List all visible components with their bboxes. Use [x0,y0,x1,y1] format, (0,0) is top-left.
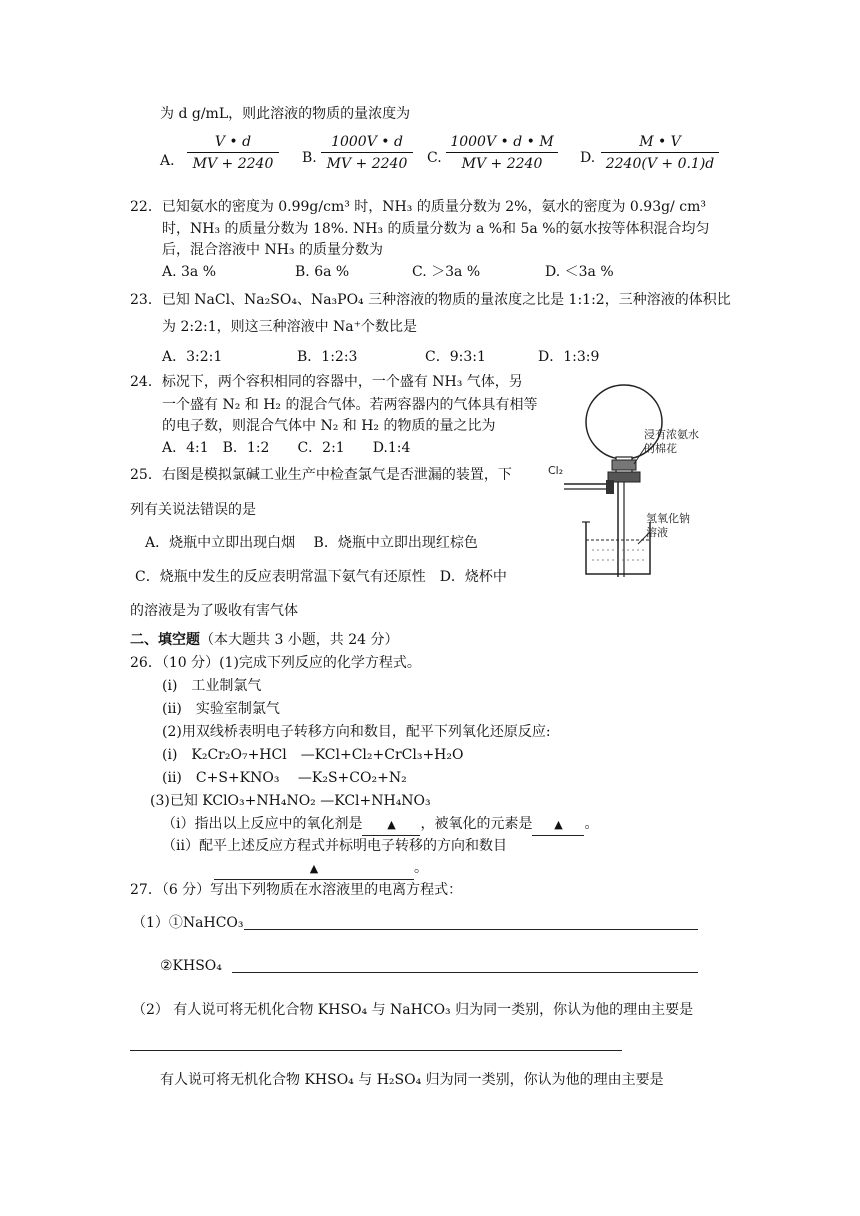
q21-option-c-fraction [446,134,558,172]
q21-option-a-fraction [187,134,279,172]
q21-option-d-numerator: M • V [601,134,719,153]
q21-option-b-fraction [321,134,413,172]
q23-option-b: B．1:2:3 [297,349,358,365]
q26-line-5: (i) K₂Cr₂O₇+HCl —KCl+Cl₂+CrCl₃+H₂O [162,747,464,763]
q23-option-a: A．3:2:1 [162,349,223,365]
q21-option-a-numerator: V • d [187,134,279,153]
q23-option-d: D．1:3:9 [538,349,600,365]
q26-line-4: (2)用双线桥表明电子转移方向和数目，配平下列氧化还原反应: [162,724,551,740]
q21-option-a-denominator: MV + 2240 [192,156,274,172]
apparatus-figure [546,382,716,582]
q22-option-c: C. ＞3a % [412,264,481,280]
cotton-label-2: 的棉花 [644,442,677,455]
q26-equation-blank[interactable] [214,858,414,880]
q21-option-c-label: C. [427,150,442,166]
q23-line-2: 为 2:2:1，则这三种溶液中 Na⁺个数比是 [162,319,418,335]
q24-line-1: 24．标况下，两个容积相同的容器中，一个盛有 NH₃ 气体，另 [130,374,523,390]
q27-khso4-label: ②KHSO₄ [160,958,222,974]
q26-line-1: 26．（10 分）(1)完成下列反应的化学方程式。 [130,655,421,671]
q27-nahco3-label: （1）①NaHCO₃ [132,915,244,931]
q25-options-ab: A．烧瓶中立即出现白烟 B．烧瓶中立即出现红棕色 [145,535,478,551]
answer-marker: ▲ [309,862,319,875]
q21-option-b-denominator: MV + 2240 [326,156,408,172]
q25-line-2: 列有关说法错误的是 [130,502,256,518]
q22-option-d: D. ＜3a % [545,264,614,280]
q27-line-1: 27．（6 分）写出下列物质在水溶液里的电离方程式： [130,882,463,898]
q27-part2-line-1: （2） 有人说可将无机化合物 KHSO₄ 与 NaHCO₃ 归为同一类别，你认为他的理由主要是 [132,1002,694,1018]
clamp [606,480,614,494]
q22-line-1: 22．已知氨水的密度为 0.99g/cm³ 时，NH₃ 的质量分数为 2%，氨水的密度为 0.93g/ cm³ [130,199,706,215]
answer-marker: ▲ [387,818,396,831]
q26-line-10-end: 。 [414,860,428,876]
q23-line-1: 23．已知 NaCl、Na₂SO₄、Na₃PO₄ 三种溶液的物质的量浓度之比是 1:1:2，三种溶液的体积比 [130,292,731,308]
q22-option-a: A. 3a % [162,264,217,280]
q21-option-b-numerator: 1000V • d [321,134,413,153]
naoh-label-2: 溶液 [646,526,668,539]
q24-line-3: 的电子数，则混合气体中 N₂ 和 H₂ 的物质的量之比为 [162,418,496,434]
q26-line-8 [162,814,598,836]
q21-option-d-denominator: 2240(V + 0.1)d [605,156,715,172]
section-2-note: （本大题共 3 小题，共 24 分） [200,632,399,648]
q21-option-d-label: D. [580,150,596,166]
q25-options-cd: C．烧瓶中发生的反应表明常温下氨气有还原性 D．烧杯中 [135,569,507,585]
q27-khso4-answer-line[interactable] [232,972,698,973]
q22-line-3: 后，混合溶液中 NH₃ 的质量分数为 [162,242,383,258]
q26-oxidant-blank[interactable] [362,814,420,836]
q26-oxidized-blank[interactable] [532,814,584,836]
q27-part2-answer-line[interactable] [130,1050,622,1051]
q22-option-b: B. 6a % [295,264,350,280]
naoh-label: 氢氧化钠 [646,512,690,525]
q25-option-d-continued: 的溶液是为了吸收有害气体 [130,603,298,619]
cotton-label: 浸有浓氨水 [644,428,699,441]
cl2-label: Cl₂ [548,464,564,477]
q21-stem-tail: 为 d g/mL，则此溶液的物质的量浓度为 [160,106,411,122]
q21-option-b-label: B. [302,150,317,166]
cotton-plug [612,460,636,470]
q27-part2-line-2: 有人说可将无机化合物 KHSO₄ 与 H₂SO₄ 归为同一类别，你认为他的理由主要是 [160,1072,664,1088]
q26-oxidant-prompt: （i）指出以上反应中的氧化剂是 [162,816,363,832]
q24-line-2: 一个盛有 N₂ 和 H₂ 的混合气体。若两容器内的气体具有相等 [162,397,538,413]
q21-option-c-numerator: 1000V • d • M [446,134,558,153]
q26-line-3: (ii) 实验室制氯气 [162,701,280,717]
q21-option-c-denominator: MV + 2240 [461,156,543,172]
q26-line-7: (3)已知 KClO₃+NH₄NO₂ —KCl+NH₄NO₃ [150,793,431,809]
q23-option-c: C．9:3:1 [425,349,486,365]
q25-line-1: 25．右图是模拟氯碱工业生产中检查氯气是否泄漏的装置，下 [130,467,512,483]
q26-line-2: (i) 工业制氯气 [162,678,262,694]
q26-line-9: （ii）配平上述反应方程式并标明电子转移的方向和数目 [162,838,507,854]
q27-nahco3-answer-line[interactable] [244,929,698,930]
q26-oxidized-prompt: ，被氧化的元素是 [420,816,533,832]
q26-line-10 [214,858,428,880]
q26-line-8-end: 。 [584,816,599,832]
section-2-title: 二、填空题 [130,632,200,648]
q22-line-2: 时，NH₃ 的质量分数为 18%. NH₃ 的质量分数为 a %和 5a %的氨水按等体积混合均匀 [162,221,710,237]
q24-options: A．4:1 B．1:2 C．2:1 D.1:4 [162,440,411,456]
q26-line-6: (ii) C+S+KNO₃ —K₂S+CO₂+N₂ [162,770,407,786]
answer-marker: ▲ [554,818,563,831]
section-2-heading [130,630,399,650]
q21-option-d-fraction [601,134,719,172]
q21-option-a-label: A． [160,153,185,169]
